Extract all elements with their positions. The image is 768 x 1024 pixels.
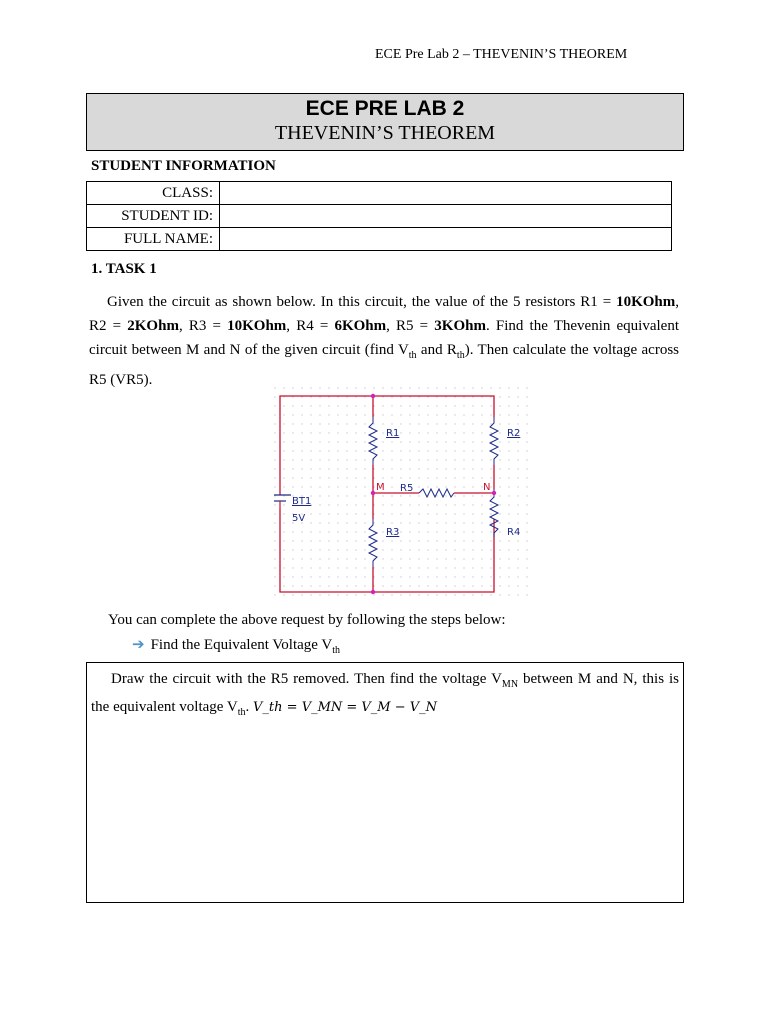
subscript: th: [332, 645, 341, 656]
table-row: [87, 205, 672, 228]
label-bt1-value: 5V: [292, 513, 306, 524]
label-n: N: [483, 482, 491, 493]
r1-value: 10KOhm: [616, 294, 676, 310]
label-r5: R5: [400, 483, 414, 494]
subscript: th: [237, 707, 246, 718]
full-name-label: FULL NAME:: [87, 228, 220, 251]
text: .: [245, 699, 254, 715]
node-bottom-middle: [371, 590, 375, 594]
text: between M and N, this is the equivalent voltage V: [91, 671, 679, 715]
text: . Find the Thevenin equivalent circuit between M and N of the given circuit (find V: [89, 318, 680, 358]
text: Draw the circuit with the R5 removed. Then find the voltage V: [111, 671, 502, 687]
task1-description: [89, 290, 679, 392]
text: , R5 =: [386, 318, 435, 334]
label-r2: R2: [507, 428, 521, 439]
subscript: MN: [501, 679, 519, 690]
arrow-right-icon: ➔: [132, 637, 145, 653]
student-id-field[interactable]: [220, 205, 672, 228]
label-r4: R4: [507, 527, 521, 538]
class-field[interactable]: [220, 182, 672, 205]
student-id-label: STUDENT ID:: [87, 205, 220, 228]
title-box: [86, 93, 684, 151]
r4-value: 6KOhm: [334, 318, 387, 334]
label-m: M: [376, 482, 385, 493]
label-r1: R1: [386, 428, 400, 439]
step-label: Find the Equivalent Voltage V: [150, 637, 333, 653]
r3-value: 10KOhm: [227, 318, 287, 334]
label-bt1: BT1: [292, 496, 312, 507]
student-info-heading: STUDENT INFORMATION: [91, 158, 276, 174]
r5-value: 3KOhm: [434, 318, 486, 334]
r2-value: 2KOhm: [127, 318, 179, 334]
text: ). Then calculate the voltage across R5 (VR5).: [89, 342, 679, 388]
steps-intro: You can complete the above request by following the steps below:: [108, 612, 506, 628]
subscript: th: [408, 350, 417, 361]
vth-formula: V_th = V_MN = V_M − V_N: [253, 700, 438, 715]
table-row: [87, 228, 672, 251]
node-top-middle: [371, 394, 375, 398]
step-find-vth: [132, 635, 340, 656]
node-m: [371, 491, 375, 495]
text: , R4 =: [286, 318, 335, 334]
node-n: [492, 491, 496, 495]
table-row: [87, 182, 672, 205]
page-subtitle: THEVENIN’S THEOREM: [274, 122, 496, 144]
text: and R: [416, 342, 457, 358]
class-label: CLASS:: [87, 182, 220, 205]
task1-heading: 1. TASK 1: [91, 261, 157, 277]
full-name-field[interactable]: [220, 228, 672, 251]
subscript: th: [456, 350, 465, 361]
running-header: ECE Pre Lab 2 – THEVENIN’S THEOREM: [375, 47, 628, 62]
label-r3: R3: [386, 527, 400, 538]
text: Given the circuit as shown below. In this circuit, the value of the 5 resistors R1 =: [107, 294, 617, 310]
student-info-table: [86, 181, 672, 251]
circuit-diagram: [274, 387, 529, 597]
text: , R3 =: [178, 318, 228, 334]
answer-box[interactable]: [86, 662, 684, 903]
text: , R2 =: [89, 294, 679, 334]
page-title: ECE PRE LAB 2: [305, 97, 465, 120]
answer-box-instructions: [91, 668, 679, 724]
